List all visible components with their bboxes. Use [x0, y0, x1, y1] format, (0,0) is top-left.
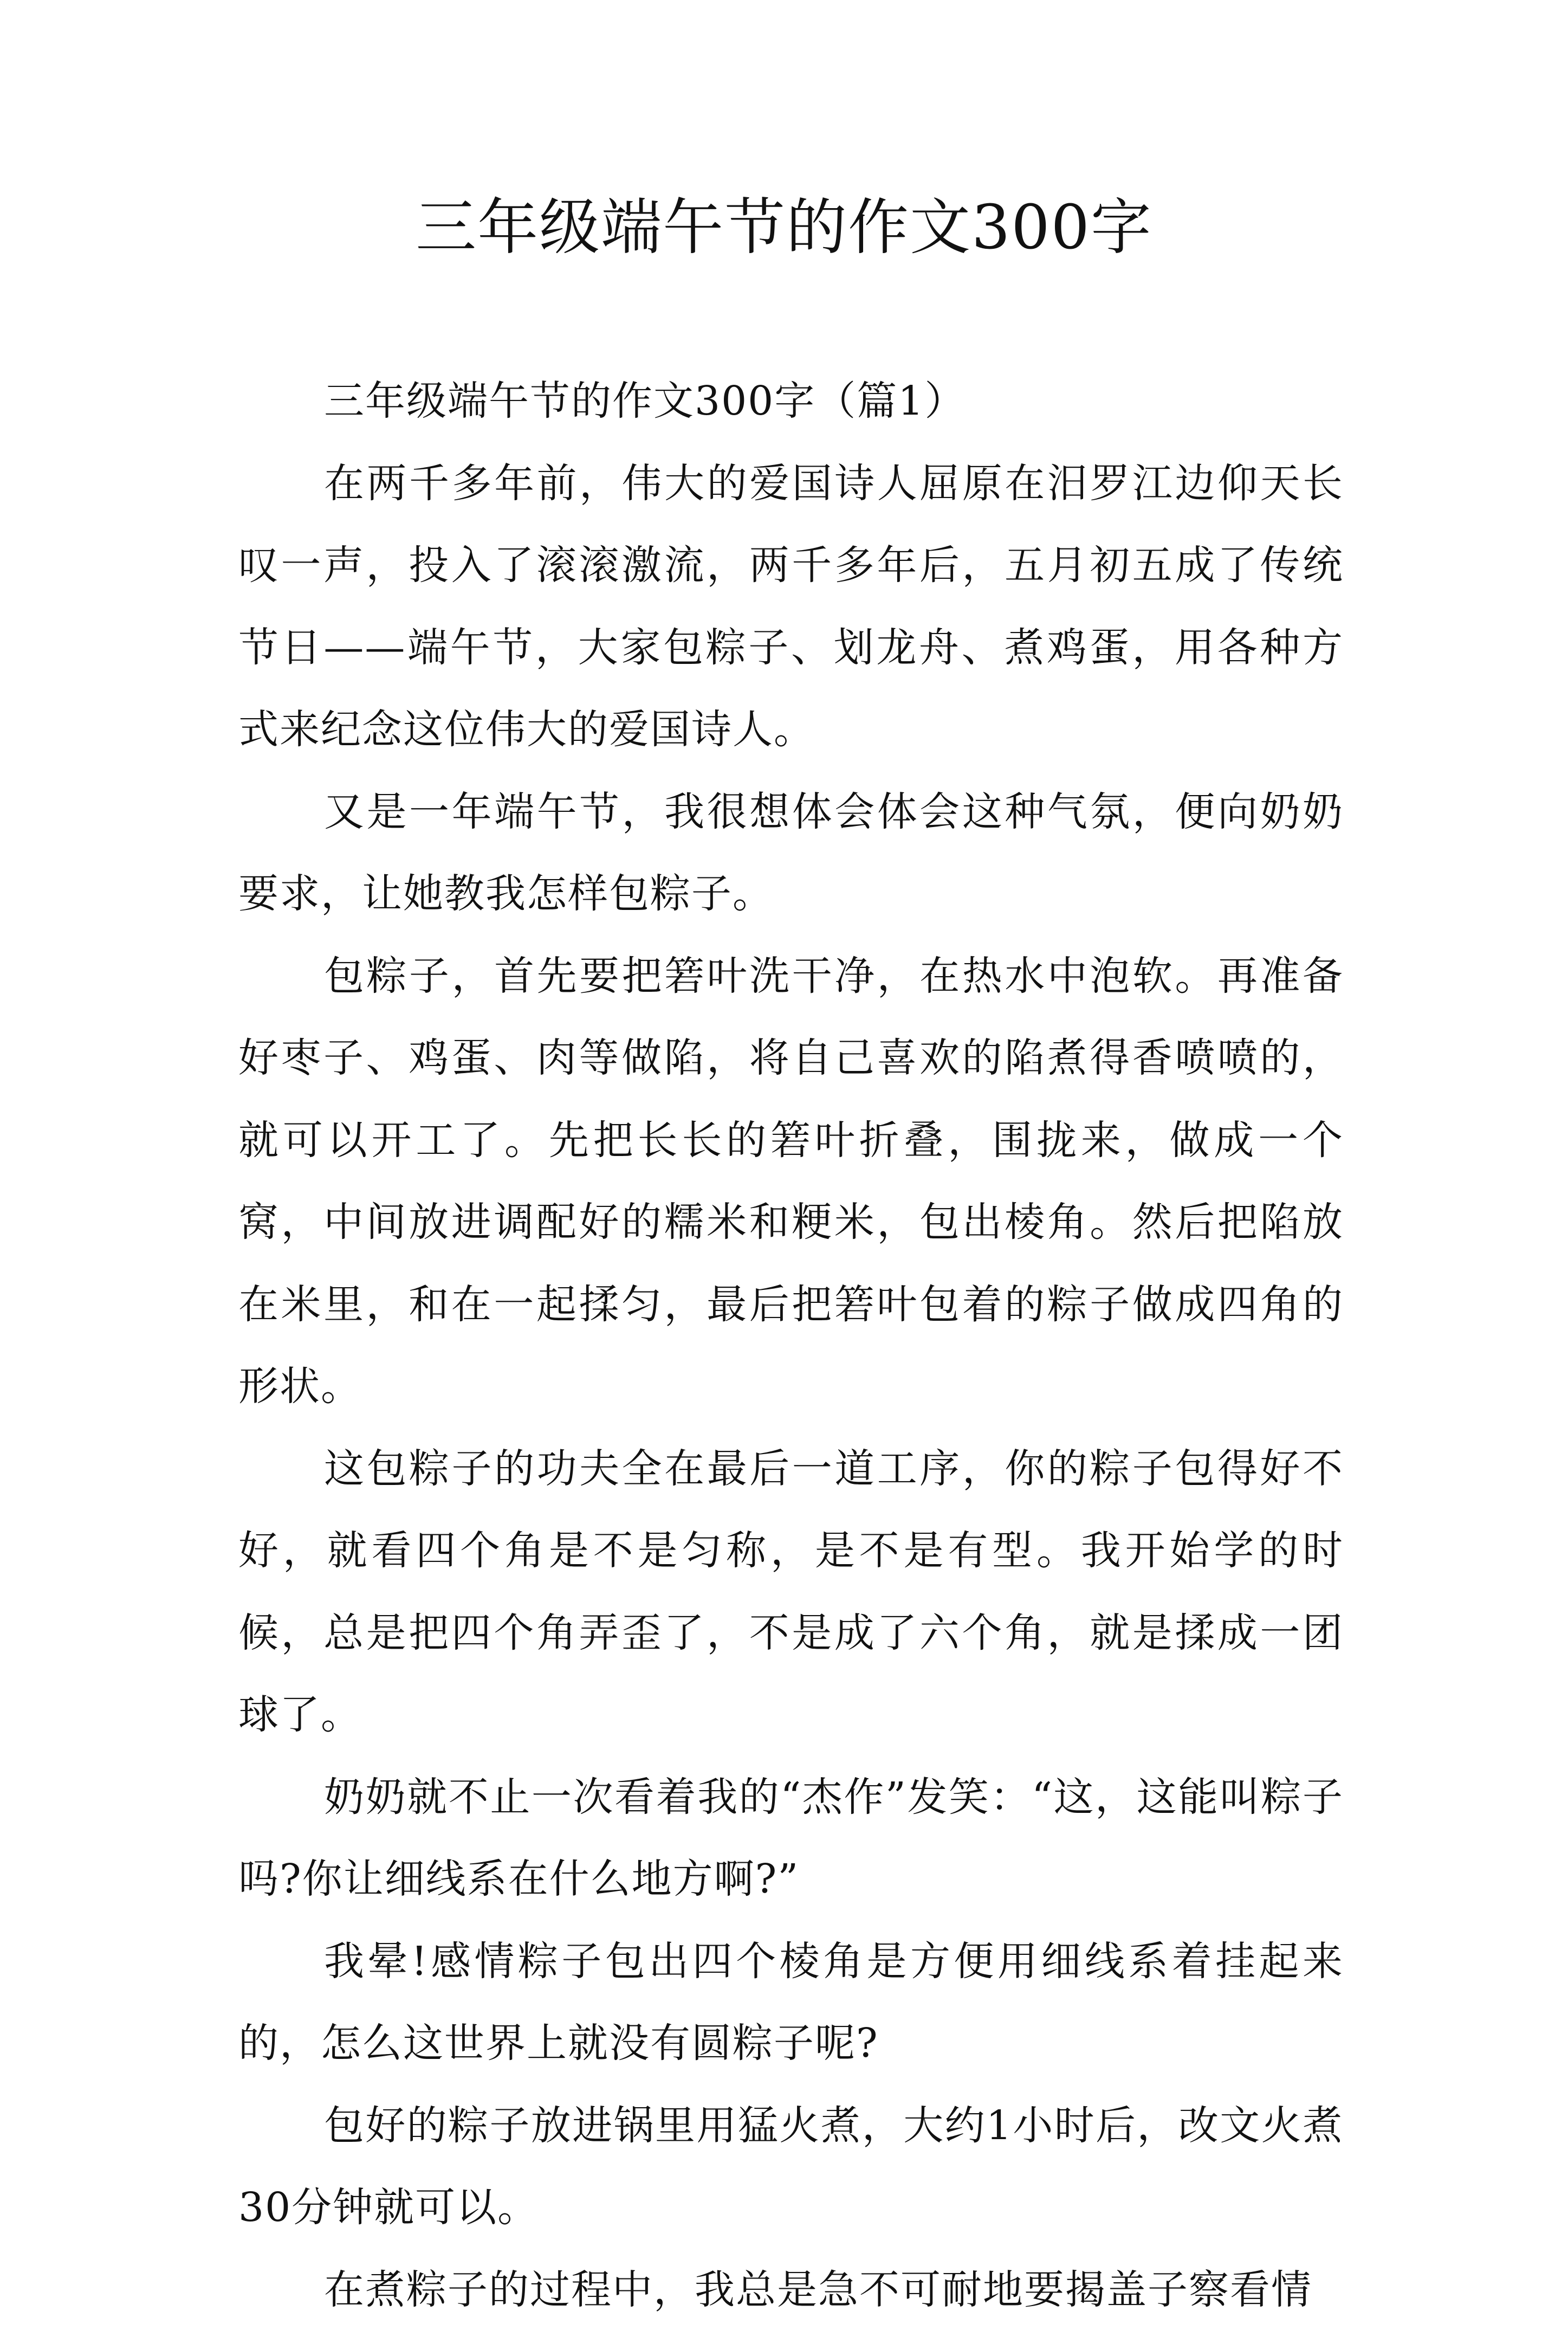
paragraph: 三年级端午节的作文300字（篇1） — [238, 360, 1344, 443]
paragraph: 包粽子，首先要把箬叶洗干净，在热水中泡软。再准备好枣子、鸡蛋、肉等做陷，将自己喜欢的陷煮得香喷喷的，就可以开工了。先把长长的箬叶折叠，围拢来，做成一个窝，中间放进调配好的糯米和粳米，包出棱角。然后把陷放在米里，和在一起揉匀，最后把箬叶包着的粽子做成四角的形状。 — [238, 935, 1344, 1428]
paragraph: 奶奶就不止一次看着我的“杰作”发笑：“这，这能叫粽子吗?你让细线系在什么地方啊?” — [238, 1757, 1344, 1921]
paragraph: 在煮粽子的过程中，我总是急不可耐地要揭盖子察看情 — [238, 2249, 1344, 2331]
paragraph: 在两千多年前，伟大的爱国诗人屈原在汨罗江边仰天长叹一声，投入了滚滚激流，两千多年后，五月初五成了传统节日——端午节，大家包粽子、划龙舟、煮鸡蛋，用各种方式来纪念这位伟大的爱国诗人。 — [238, 443, 1344, 771]
paragraph: 包好的粽子放进锅里用猛火煮，大约1小时后，改文火煮30分钟就可以。 — [238, 2085, 1344, 2249]
paragraph: 我晕!感情粽子包出四个棱角是方便用细线系着挂起来的，怎么这世界上就没有圆粽子呢? — [238, 1921, 1344, 2085]
document-title: 三年级端午节的作文300字 — [0, 187, 1568, 268]
paragraph: 又是一年端午节，我很想体会体会这种气氛，便向奶奶要求，让她教我怎样包粽子。 — [238, 771, 1344, 935]
document-body — [238, 360, 1344, 2331]
paragraph: 这包粽子的功夫全在最后一道工序，你的粽子包得好不好，就看四个角是不是匀称，是不是有型。我开始学的时候，总是把四个角弄歪了，不是成了六个角，就是揉成一团球了。 — [238, 1428, 1344, 1757]
